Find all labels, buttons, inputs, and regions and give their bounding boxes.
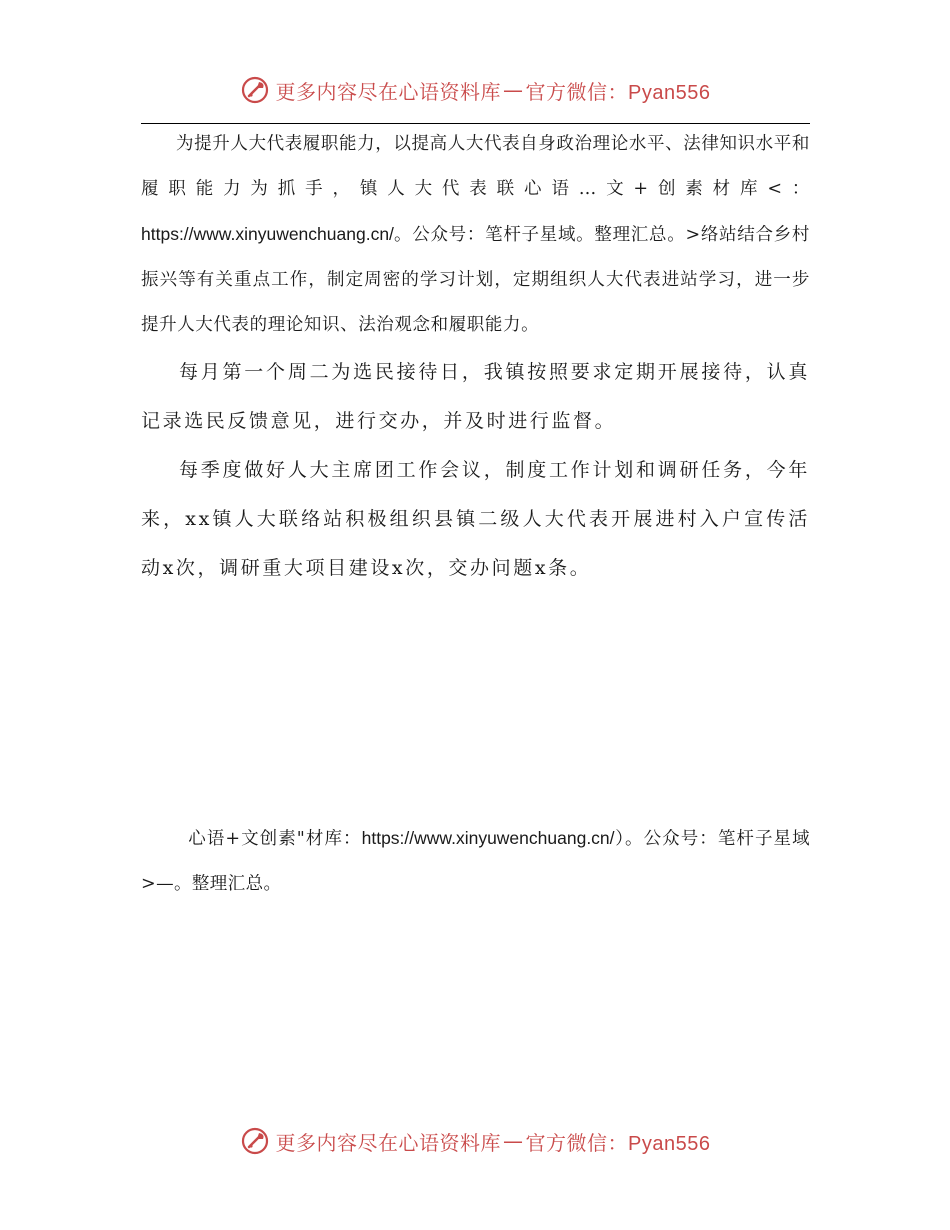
banner-slogan: 更多内容尽在心语资料库 (275, 79, 502, 104)
footer-banner (0, 1121, 950, 1161)
footer-banner-separator: — (503, 1129, 524, 1153)
footer-banner-wechat: 官方微信：Pyan556 (525, 1132, 711, 1155)
footer-banner-slogan: 更多内容尽在心语资料库 (275, 1130, 502, 1155)
quill-logo-icon (240, 75, 270, 105)
source-note (141, 816, 810, 907)
source-note-suffix: ）。公众号：笔杆子星域>—。整理汇总。 (141, 829, 810, 894)
paragraph-1-url: https://www.xinyuwenchuang.cn/ (141, 224, 394, 244)
paragraph-1-text-b: 。公众号：笔杆子星域。整理汇总。>络站结合乡村振兴等有关重点工作，制定周密的学习计划，定期组织人大代表进站学习，进一步提升人大代表的理论知识、法治观念和履职能力。 (141, 225, 810, 335)
paragraph-1-text-a: 为提升人大代表履职能力，以提高人大代表自身政治理论水平、法律知识水平和履职能力为抓手，镇人大代表联心语…文+创素材库<： (141, 134, 810, 199)
banner-wechat: 官方微信：Pyan556 (525, 81, 711, 104)
source-note-prefix: 心语+文创素"材库： (188, 829, 362, 849)
banner-separator: — (503, 78, 524, 102)
paragraph-1 (141, 122, 810, 348)
paragraph-3: 每季度做好人大主席团工作会议，制度工作计划和调研任务，今年来，xx镇人大联络站积极组织县镇二级人大代表开展进村入户宣传活动x次，调研重大项目建设x次，交办问题x条。 (141, 459, 810, 579)
paragraph-2: 每月第一个周二为选民接待日，我镇按照要求定期开展接待，认真记录选民反馈意见，进行交办，并及时进行监督。 (141, 361, 810, 432)
document-body (141, 122, 810, 593)
quill-logo-icon (240, 1126, 270, 1156)
header-banner (0, 70, 950, 110)
source-note-url: https://www.xinyuwenchuang.cn/ (361, 828, 615, 848)
